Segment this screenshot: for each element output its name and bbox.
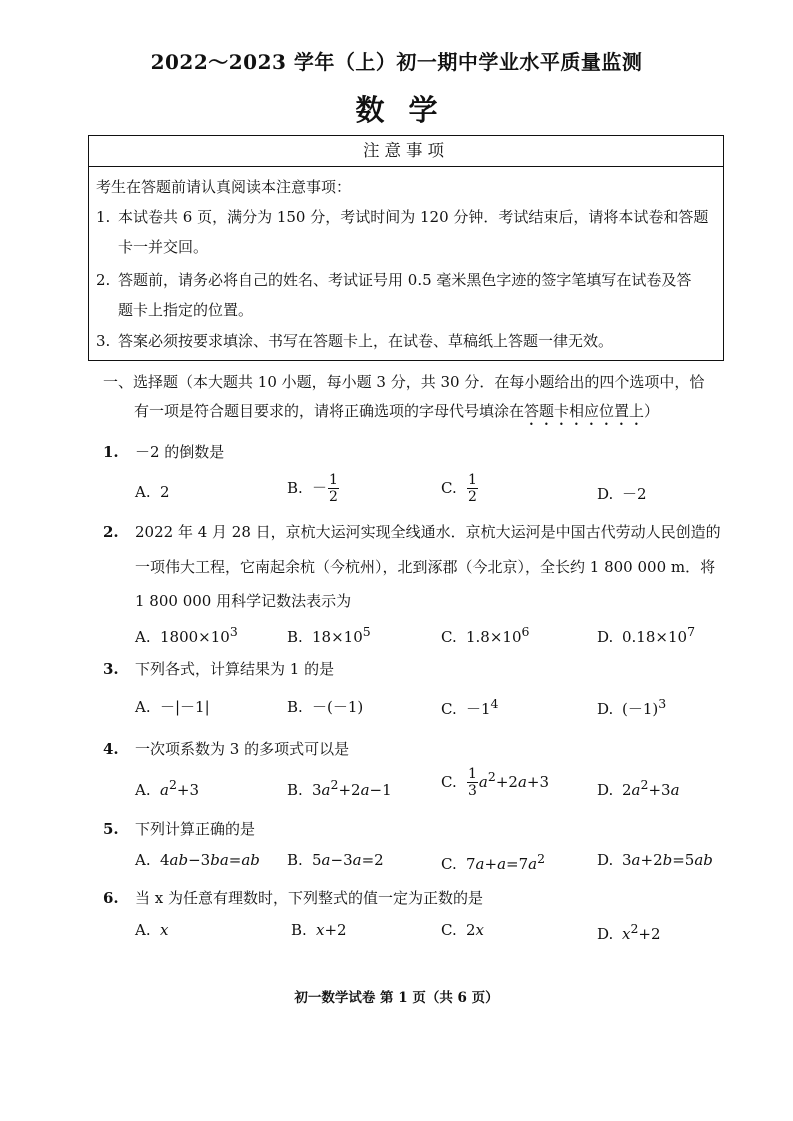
question-stem: 一次项系数为 3 的多项式可以是 <box>135 740 350 758</box>
q2-option-b <box>287 624 371 646</box>
option-text: (－1) <box>622 700 659 718</box>
question-2-cont-1: 一项伟大工程，它南起余杭（今杭州），北到涿郡（今北京），全长约 1 800 000 m．将 <box>135 558 716 576</box>
q5-option-c <box>441 851 545 873</box>
q4-option-a <box>135 777 199 799</box>
question-2 <box>103 521 721 542</box>
option-text: 18×10 <box>312 628 363 646</box>
option-letter: D. <box>597 700 614 718</box>
question-stem: 当 x 为任意有理数时，下列整式的值一定为正数的是 <box>135 889 483 907</box>
notice-box <box>88 135 724 361</box>
q3-option-c <box>441 696 499 719</box>
notice-item-2 <box>96 269 691 290</box>
q1-option-a <box>135 483 170 501</box>
fraction: $\frac{1}{3}$ <box>468 766 477 799</box>
question-1 <box>103 441 224 462</box>
notice-item-2-cont: 题卡上指定的位置。 <box>118 301 254 319</box>
fraction <box>467 473 478 504</box>
question-number: 2. <box>103 523 119 541</box>
question-4 <box>103 738 349 759</box>
notice-item-number: 3. <box>96 332 111 350</box>
option-letter: B. <box>287 851 303 869</box>
question-stem: －2 的倒数是 <box>135 443 225 461</box>
numerator: 1 <box>468 472 477 488</box>
option-letter: D. <box>597 628 614 646</box>
option-letter: B. <box>287 628 303 646</box>
option-expression: 4ab−3ba=ab <box>160 851 260 869</box>
section-instruction: 有一项是符合题目要求的，请将正确选项的字母代号填涂在 <box>134 402 525 420</box>
section-heading: 一、选择题（本大题共 10 小题，每小题 3 分，共 30 分．在每小题给出的四个选项中，恰 <box>103 373 705 391</box>
section-heading-cont <box>134 400 659 429</box>
question-number: 4. <box>103 740 119 758</box>
q3-option-d <box>597 696 666 719</box>
option-text: 1.8×10 <box>466 628 522 646</box>
subject-title: 数学 <box>355 93 462 127</box>
notice-heading: 注意事项 <box>89 136 723 167</box>
exponent: 6 <box>521 624 530 639</box>
q2-option-d <box>597 624 695 646</box>
numerator: 1 <box>329 472 338 488</box>
q4-option-b <box>287 777 392 799</box>
question-5 <box>103 818 255 839</box>
q6-option-a <box>135 921 168 939</box>
question-stem: 下列各式，计算结果为 1 的是 <box>135 660 335 678</box>
option-letter: D. <box>597 925 614 943</box>
q6-option-b <box>291 921 347 939</box>
option-text: 0.18×10 <box>622 628 688 646</box>
option-letter: A. <box>135 628 151 646</box>
notice-item-number: 1. <box>96 208 111 226</box>
question-number: 6. <box>103 889 119 907</box>
notice-item-text: 答案必须按要求填涂、书写在答题卡上，在试卷、草稿纸上答题一律无效。 <box>118 332 614 350</box>
option-text: －|－1| <box>160 698 210 716</box>
option-expression: $2a^2+3a$ <box>622 777 680 799</box>
option-expression: $a^2+3$ <box>160 777 200 799</box>
option-letter: C. <box>441 700 457 718</box>
notice-item-text: 本试卷共 6 页，满分为 150 分，考试时间为 120 分钟．考试结束后，请将本试卷和答题 <box>118 208 709 226</box>
q5-option-b <box>287 851 384 869</box>
q6-option-c <box>441 921 484 939</box>
q1-option-b <box>287 473 340 504</box>
option-letter: B. <box>287 781 303 799</box>
option-letter: D. <box>597 851 614 869</box>
option-letter: A. <box>135 483 151 501</box>
option-text: 2 <box>160 483 170 501</box>
exponent: 4 <box>490 696 499 711</box>
question-stem: 下列计算正确的是 <box>135 820 256 838</box>
q4-option-c <box>441 767 549 798</box>
option-expression: $3a^2+2a-1$ <box>312 777 392 799</box>
section-instruction-end: ） <box>644 402 660 420</box>
option-expression: $x^2+2$ <box>622 921 661 943</box>
notice-item-3 <box>96 330 613 351</box>
notice-intro: 考生在答题前请认真阅读本注意事项： <box>96 178 352 196</box>
option-letter: C. <box>441 772 457 791</box>
option-letter: A. <box>135 921 151 939</box>
option-expression: 5a−3a=2 <box>312 851 384 869</box>
option-expression: x <box>160 921 169 939</box>
question-stem: 2022 年 4 月 28 日，京杭大运河实现全线通水．京杭大运河是中国古代劳动人民创造的 <box>135 523 721 541</box>
option-expression: 2x <box>466 921 485 939</box>
option-text: －2 <box>622 485 647 503</box>
option-text: 1800×10 <box>160 628 230 646</box>
exponent: 3 <box>658 696 667 711</box>
notice-item-number: 2. <box>96 271 111 289</box>
option-letter: C. <box>441 628 457 646</box>
q2-option-c <box>441 624 529 646</box>
option-expression: $\frac{1}{3}$ $a^2+2a+3$ <box>468 766 550 799</box>
q5-option-a <box>135 851 260 869</box>
option-letter: D. <box>597 485 614 503</box>
q3-option-b <box>287 696 363 717</box>
option-letter: C. <box>441 855 457 873</box>
notice-item-1-cont: 卡一并交回。 <box>118 238 209 256</box>
question-number: 5. <box>103 820 119 838</box>
fraction <box>328 473 339 504</box>
option-text: －(－1) <box>312 698 364 716</box>
question-number: 1. <box>103 443 119 461</box>
option-expression: $7a+a=7a^2$ <box>466 851 546 873</box>
q4-option-d <box>597 777 680 799</box>
option-expression: 3a+2b=5ab <box>622 851 713 869</box>
option-letter: B. <box>291 921 307 939</box>
exponent: 5 <box>362 624 371 639</box>
question-3 <box>103 658 334 679</box>
option-letter: C. <box>441 478 457 497</box>
q1-option-c <box>441 473 479 504</box>
option-letter: B. <box>287 698 303 716</box>
option-letter: B. <box>287 478 303 497</box>
denominator: 2 <box>329 489 338 505</box>
option-letter: A. <box>135 851 151 869</box>
notice-item-1 <box>96 206 708 227</box>
option-letter: C. <box>441 921 457 939</box>
question-number: 3. <box>103 660 119 678</box>
option-letter: A. <box>135 781 151 799</box>
option-letter: D. <box>597 781 614 799</box>
exponent: 3 <box>229 624 238 639</box>
option-text: －1 <box>466 700 491 718</box>
option-letter: A. <box>135 698 151 716</box>
notice-item-text: 答题前，请务必将自己的姓名、考试证号用 0.5 毫米黑色字迹的签字笔填写在试卷及答 <box>118 271 692 289</box>
q3-option-a <box>135 696 210 717</box>
q6-option-d <box>597 921 661 943</box>
option-expression: x+2 <box>316 921 347 939</box>
q2-option-a <box>135 624 238 646</box>
exponent: 7 <box>687 624 696 639</box>
minus-sign: － <box>312 478 328 497</box>
page-footer: 初一数学试卷 第 1 页（共 6 页） <box>294 990 499 1006</box>
q5-option-d <box>597 851 713 869</box>
exam-title: 2022～2023 学年（上）初一期中学业水平质量监测 <box>150 50 643 74</box>
emphasized-text: 答题卡相应位置上 <box>524 402 645 420</box>
question-6 <box>103 887 483 908</box>
q1-option-d <box>597 483 647 504</box>
question-2-cont-2: 1 800 000 用科学记数法表示为 <box>135 592 352 610</box>
denominator: 2 <box>468 489 477 505</box>
